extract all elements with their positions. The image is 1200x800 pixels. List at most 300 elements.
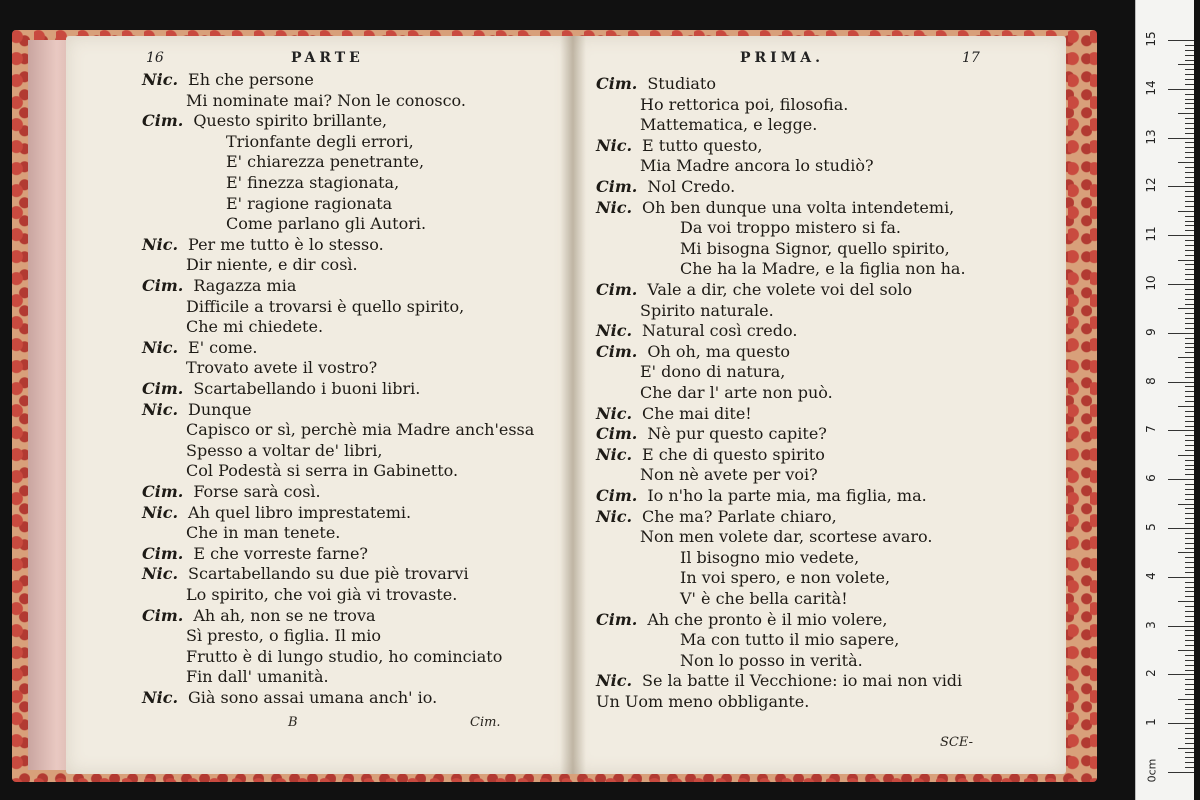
ruler-tick (1185, 518, 1194, 519)
right-running-head: PRIMA. (740, 50, 824, 66)
ruler-label: 6 (1144, 474, 1158, 483)
verse-text: Non lo posso in verità. (680, 650, 863, 670)
ruler-tick (1168, 479, 1194, 480)
ruler-tick (1168, 186, 1194, 187)
ruler-tick (1185, 362, 1194, 363)
speaker-label: Nic. (142, 564, 179, 584)
verse-text: Un Uom meno obbligante. (596, 692, 810, 711)
ruler-tick (1185, 523, 1194, 524)
ruler-tick (1185, 45, 1194, 46)
ruler-tick (1185, 635, 1194, 636)
ruler-tick (1185, 582, 1194, 583)
verse-text: Mi bisogna Signor, quello spirito, (680, 238, 950, 258)
verse-text: Ho rettorica poi, filosofia. (640, 94, 849, 114)
ruler-tick (1185, 621, 1194, 622)
ruler-tick (1185, 743, 1194, 744)
verse-line (142, 70, 314, 90)
ruler-tick (1185, 543, 1194, 544)
ruler-tick (1178, 504, 1194, 505)
ruler-tick (1185, 513, 1194, 514)
ruler-tick (1185, 182, 1194, 183)
ruler-tick (1168, 40, 1194, 41)
ruler-tick (1178, 406, 1194, 407)
ruler-tick (1178, 601, 1194, 602)
verse-text: Da voi troppo mistero si fa. (680, 218, 901, 238)
verse-text: E' ragione ragionata (226, 193, 393, 213)
ruler-tick (1185, 679, 1194, 680)
speaker-label: Nic. (142, 399, 179, 419)
ruler-tick (1185, 469, 1194, 470)
verse-text: Natural così credo. (642, 321, 798, 341)
ruler-label: 7 (1144, 425, 1158, 434)
ruler-tick (1185, 494, 1194, 495)
speaker-label: Nic. (596, 197, 633, 217)
speaker-label: Cim. (596, 424, 638, 444)
ruler-tick (1168, 382, 1194, 383)
ruler-label: 8 (1144, 376, 1158, 385)
verse-text: Se la batte il Vecchione: io mai non vidi (642, 671, 963, 691)
verse-text: Forse sarà così. (193, 482, 321, 501)
ruler-tick (1185, 279, 1194, 280)
verse-line (596, 424, 827, 444)
ruler-tick (1185, 660, 1194, 661)
ruler-tick (1185, 304, 1194, 305)
ruler-label: 4 (1144, 571, 1158, 580)
ruler-tick (1185, 713, 1194, 714)
speaker-label: Nic. (142, 70, 179, 89)
ruler-tick (1178, 211, 1194, 212)
ruler-tick (1185, 606, 1194, 607)
verse-line (596, 671, 962, 691)
verse-line (680, 630, 899, 650)
ruler-label: 1 (1144, 718, 1158, 727)
ruler-tick (1185, 684, 1194, 685)
verse-line (680, 259, 966, 279)
ruler-tick (1185, 538, 1194, 539)
verse-line (142, 111, 387, 131)
verse-text: Ma con tutto il mio sapere, (680, 630, 900, 650)
verse-line (186, 420, 534, 440)
speaker-label: Nic. (596, 403, 633, 423)
ruler-tick (1185, 274, 1194, 275)
ruler-tick (1185, 264, 1194, 265)
ruler-tick (1185, 50, 1194, 51)
ruler-tick (1185, 289, 1194, 290)
verse-line (680, 548, 859, 568)
ruler-tick (1185, 396, 1194, 397)
ruler-tick (1185, 250, 1194, 251)
verse-text: Non men volete dar, scortese avaro. (640, 527, 933, 547)
ruler-tick (1185, 411, 1194, 412)
ruler-tick (1185, 240, 1194, 241)
ruler-tick (1185, 225, 1194, 226)
verse-line (142, 544, 368, 564)
speaker-label: Cim. (142, 111, 184, 131)
ruler-tick (1185, 84, 1194, 85)
ruler-tick (1185, 611, 1194, 612)
ruler-tick (1185, 99, 1194, 100)
ruler-tick (1185, 269, 1194, 270)
verse-line (186, 667, 329, 687)
verse-line (186, 358, 377, 378)
verse-line (596, 198, 954, 218)
verse-line (596, 342, 790, 362)
verse-line (640, 301, 774, 321)
verse-line (680, 218, 901, 238)
ruler-tick (1168, 284, 1194, 285)
ruler-tick (1185, 548, 1194, 549)
ruler-tick (1185, 587, 1194, 588)
verse-line (596, 445, 825, 465)
ruler-tick (1185, 328, 1194, 329)
speaker-label: Cim. (142, 482, 184, 501)
ruler-tick (1185, 533, 1194, 534)
ruler-tick (1178, 162, 1194, 163)
ruler-label: 3 (1144, 620, 1158, 629)
ruler-tick (1168, 577, 1194, 578)
speaker-label: Nic. (596, 444, 633, 464)
verse-text: Ah quel libro imprestatemi. (188, 502, 412, 522)
ruler-tick (1185, 460, 1194, 461)
verse-text: Scartabellando i buoni libri. (193, 379, 421, 398)
ruler-tick (1185, 572, 1194, 573)
verse-line (142, 379, 420, 399)
verse-text: Eh che persone (188, 70, 314, 89)
ruler-tick (1168, 626, 1194, 627)
ruler-tick (1185, 484, 1194, 485)
verse-line (142, 564, 469, 584)
speaker-label: Cim. (142, 379, 184, 398)
verse-line (680, 589, 848, 609)
verse-line (640, 95, 848, 115)
verse-text: Ah che pronto è il mio volere, (647, 609, 888, 629)
speaker-label: Cim. (596, 609, 638, 629)
ruler-tick (1185, 767, 1194, 768)
ruler-tick (1178, 308, 1194, 309)
ruler-tick (1178, 699, 1194, 700)
speaker-label: Cim. (142, 605, 184, 625)
ruler-tick (1185, 655, 1194, 656)
ruler-tick (1185, 128, 1194, 129)
verse-text: Vale a dir, che volete voi del solo (647, 280, 913, 299)
verse-line (596, 610, 887, 630)
ruler-tick (1168, 430, 1194, 431)
ruler-tick (1185, 152, 1194, 153)
verse-text: Mattematica, e legge. (640, 115, 818, 135)
ruler-tick (1185, 440, 1194, 441)
verse-line (142, 688, 437, 708)
verse-line (142, 482, 321, 502)
ruler-tick (1185, 216, 1194, 217)
ruler-tick (1185, 709, 1194, 710)
verse-text: Spirito naturale. (640, 300, 774, 320)
ruler-tick (1185, 230, 1194, 231)
book-gutter (560, 36, 586, 774)
ruler-tick (1185, 757, 1194, 758)
ruler-tick (1185, 94, 1194, 95)
ruler-label: 13 (1144, 128, 1158, 145)
ruler-tick (1185, 377, 1194, 378)
verse-text: E' finezza stagionata, (226, 173, 400, 192)
verse-line (680, 651, 863, 671)
verse-text: Ah ah, non se ne trova (193, 605, 376, 625)
ruler-tick (1185, 704, 1194, 705)
ruler-tick (1185, 474, 1194, 475)
speaker-label: Cim. (596, 341, 638, 361)
ruler-tick (1185, 372, 1194, 373)
verse-line (680, 568, 890, 588)
ruler-tick (1185, 147, 1194, 148)
speaker-label: Nic. (596, 671, 633, 691)
verse-line (186, 255, 358, 275)
verse-text: Oh ben dunque una volta intendetemi, (642, 197, 955, 217)
ruler-tick (1185, 465, 1194, 466)
verse-line (680, 239, 950, 259)
ruler-label: 5 (1144, 523, 1158, 531)
verse-line (142, 606, 376, 626)
ruler-tick (1168, 333, 1194, 334)
ruler-tick (1185, 367, 1194, 368)
ruler-tick (1185, 206, 1194, 207)
verse-line (596, 486, 927, 506)
verse-text: Nol Credo. (647, 177, 736, 196)
verse-line (226, 214, 426, 234)
verse-text: Mi nominate mai? Non le conosco. (186, 90, 466, 110)
ruler-tick (1185, 313, 1194, 314)
verse-text: Io n'ho la parte mia, ma figlia, ma. (647, 486, 927, 505)
verse-text: Come parlano gli Autori. (226, 214, 427, 234)
ruler-label: 2 (1144, 669, 1158, 678)
ruler-tick (1185, 426, 1194, 427)
ruler-tick (1185, 562, 1194, 563)
verse-line (186, 585, 457, 605)
ruler-tick (1185, 718, 1194, 719)
verse-text: Trovato avete il vostro? (186, 358, 378, 378)
ruler-tick (1185, 108, 1194, 109)
ruler-tick (1185, 352, 1194, 353)
ruler-tick (1178, 552, 1194, 553)
verse-text: Che in man tenete. (186, 523, 341, 543)
verse-line (186, 441, 382, 461)
ruler-tick (1185, 133, 1194, 134)
ruler-tick (1185, 596, 1194, 597)
ruler-tick (1178, 64, 1194, 65)
ruler-tick (1185, 318, 1194, 319)
verse-text: Che dar l' arte non può. (640, 383, 833, 402)
verse-text: Capisco or sì, perchè mia Madre anch'essa (186, 420, 535, 440)
verse-text: E che di questo spirito (642, 444, 825, 464)
verse-line (596, 177, 735, 197)
ruler-tick (1178, 260, 1194, 261)
verse-text: Dir niente, e dir così. (186, 255, 358, 275)
ruler-label: 15 (1144, 31, 1158, 47)
verse-text: Difficile a trovarsi è quello spirito, (186, 296, 465, 316)
ruler-label: 9 (1144, 327, 1158, 336)
verse-line (596, 321, 797, 341)
ruler-tick (1178, 650, 1194, 651)
ruler-tick (1185, 55, 1194, 56)
verse-text: Mia Madre ancora lo studiò? (640, 156, 874, 176)
verse-text: V' è che bella carità! (680, 589, 848, 608)
ruler-label: 12 (1144, 177, 1158, 194)
verse-line (186, 626, 381, 646)
verse-text: E' dono di natura, (640, 362, 786, 382)
ruler-tick (1185, 670, 1194, 671)
verse-line (640, 362, 785, 382)
verse-text: Che mi chiedete. (186, 317, 324, 337)
verse-text: Fin dall' umanità. (186, 667, 329, 687)
ruler-tick (1185, 499, 1194, 500)
ruler-tick (1185, 445, 1194, 446)
ruler-tick (1185, 694, 1194, 695)
ruler-tick (1178, 455, 1194, 456)
ruler-tick (1168, 235, 1194, 236)
ruler-tick (1185, 157, 1194, 158)
verse-line (640, 527, 932, 547)
ruler-tick (1185, 665, 1194, 666)
ruler-tick (1168, 138, 1194, 139)
ruler-tick (1185, 118, 1194, 119)
ruler-tick (1168, 723, 1194, 724)
right-page (572, 36, 1066, 774)
speaker-label: Nic. (596, 506, 633, 526)
verse-line (596, 280, 912, 300)
speaker-label: Nic. (142, 337, 179, 357)
verse-text: Per me tutto è lo stesso. (188, 234, 384, 254)
ruler-label: 10 (1144, 275, 1158, 291)
verse-line (186, 647, 502, 667)
ruler-label: 0cm (1145, 758, 1159, 783)
ruler-tick (1185, 343, 1194, 344)
ruler-tick (1185, 567, 1194, 568)
ruler-tick (1178, 357, 1194, 358)
ruler-tick (1185, 167, 1194, 168)
ruler-tick (1185, 299, 1194, 300)
verse-text: Lo spirito, che voi già vi trovaste. (186, 585, 458, 604)
verse-line (142, 400, 251, 420)
ruler-tick (1185, 386, 1194, 387)
ruler-tick (1185, 338, 1194, 339)
ruler-tick (1185, 103, 1194, 104)
ruler-tick (1178, 113, 1194, 114)
verse-text: Questo spirito brillante, (193, 111, 388, 131)
ruler-tick (1185, 416, 1194, 417)
verse-text: E che vorreste farne? (193, 543, 368, 563)
ruler-tick (1185, 508, 1194, 509)
verse-text: Che ha la Madre, e la figlia non ha. (680, 259, 966, 279)
speaker-label: Nic. (142, 688, 179, 707)
ruler-tick (1185, 738, 1194, 739)
verse-line (142, 235, 384, 255)
left-running-head: PARTE (291, 50, 364, 66)
left-page-number: 16 (146, 50, 164, 66)
verse-text: Sì presto, o figlia. Il mio (186, 626, 381, 646)
ruler-tick (1185, 60, 1194, 61)
verse-text: Studiato (647, 74, 716, 93)
right-catchword: SCE- (940, 735, 973, 750)
speaker-label: Nic. (596, 321, 633, 341)
left-catchword: Cim. (470, 715, 501, 730)
ruler-tick (1185, 489, 1194, 490)
ruler-tick (1185, 177, 1194, 178)
verse-line (640, 156, 874, 176)
ruler-tick (1185, 391, 1194, 392)
verse-text: Col Podestà si serra in Gabinetto. (186, 461, 459, 481)
ruler-tick (1185, 591, 1194, 592)
verse-text: Nè pur questo capite? (647, 424, 827, 444)
verse-line (186, 461, 458, 481)
ruler-tick (1185, 752, 1194, 753)
verse-text: E' come. (188, 337, 258, 357)
verse-text: E tutto questo, (642, 135, 763, 155)
ruler-tick (1185, 221, 1194, 222)
ruler-tick (1185, 450, 1194, 451)
verse-text: Dunque (188, 399, 252, 419)
ruler-tick (1185, 196, 1194, 197)
ruler-tick (1185, 123, 1194, 124)
speaker-label: Nic. (142, 502, 179, 522)
verse-line (596, 74, 716, 94)
verse-text: Non nè avete per voi? (640, 465, 818, 485)
verse-text: E' chiarezza penetrante, (226, 152, 425, 172)
verse-text: In voi spero, e non volete, (680, 568, 891, 588)
ruler-tick (1185, 172, 1194, 173)
speaker-label: Cim. (596, 280, 638, 299)
ruler-tick (1185, 645, 1194, 646)
verse-line (596, 507, 837, 527)
verse-line (226, 173, 399, 193)
verse-text: Che ma? Parlate chiaro, (642, 506, 837, 526)
verse-line (596, 136, 762, 156)
verse-line (186, 317, 323, 337)
verse-text: Già sono assai umana anch' io. (188, 688, 438, 707)
ruler-tick (1185, 191, 1194, 192)
verse-line (226, 152, 424, 172)
ruler-label: 11 (1144, 226, 1158, 242)
ruler-tick (1185, 557, 1194, 558)
ruler-tick (1185, 201, 1194, 202)
ruler-tick (1185, 616, 1194, 617)
ruler-tick (1185, 401, 1194, 402)
verse-text: Ragazza mia (193, 276, 297, 295)
verse-text: Trionfante degli errori, (226, 131, 414, 151)
ruler-tick (1185, 435, 1194, 436)
verse-text: Il bisogno mio vedete, (680, 547, 860, 567)
verse-text: Spesso a voltar de' libri, (186, 440, 383, 460)
ruler-label: 14 (1144, 80, 1158, 96)
ruler-tick (1185, 733, 1194, 734)
speaker-label: Cim. (596, 74, 638, 93)
verse-line (142, 276, 296, 296)
ruler-tick (1185, 421, 1194, 422)
verse-line (142, 338, 258, 358)
ruler-tick (1185, 762, 1194, 763)
ruler-tick (1185, 255, 1194, 256)
speaker-label: Nic. (142, 234, 179, 254)
verse-text: Che mai dite! (642, 403, 752, 423)
ruler-tick (1185, 245, 1194, 246)
speaker-label: Cim. (596, 486, 638, 505)
ruler-tick (1178, 748, 1194, 749)
verse-line (142, 503, 411, 523)
verse-line (640, 465, 818, 485)
ruler-tick (1185, 630, 1194, 631)
ruler-tick (1185, 79, 1194, 80)
speaker-label: Cim. (142, 276, 184, 295)
verse-text: Scartabellando su due piè trovarvi (188, 564, 469, 584)
verse-text: Oh oh, ma questo (647, 341, 791, 361)
ruler-tick (1168, 528, 1194, 529)
